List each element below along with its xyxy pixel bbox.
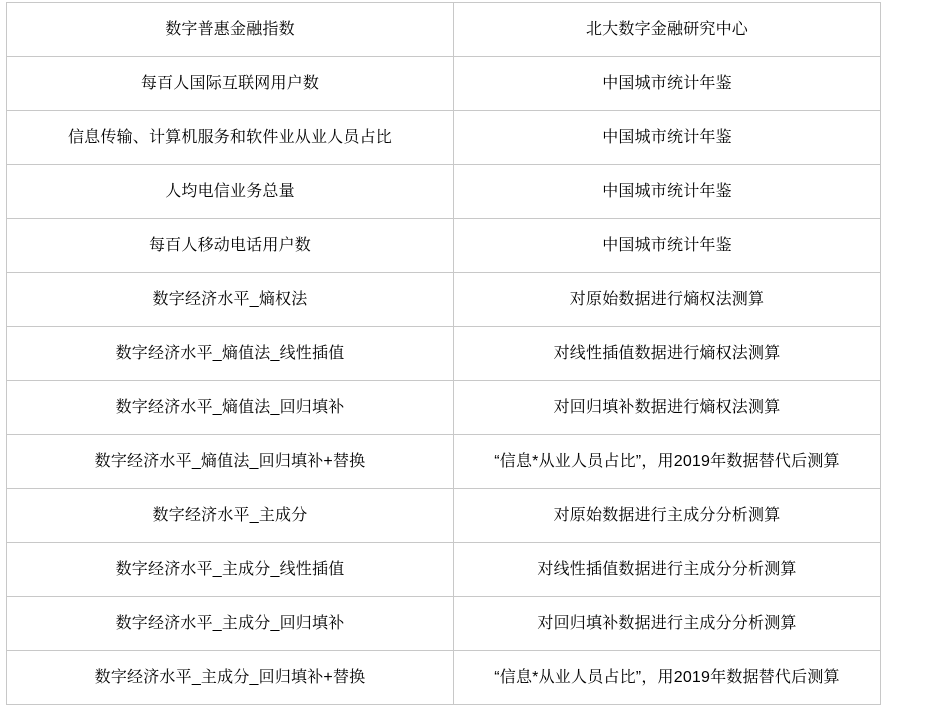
indicator-cell: 数字经济水平_熵权法 <box>7 273 454 327</box>
indicator-cell: 数字经济水平_主成分 <box>7 489 454 543</box>
indicator-cell: 人均电信业务总量 <box>7 165 454 219</box>
indicator-cell: 数字普惠金融指数 <box>7 3 454 57</box>
indicator-cell: 每百人移动电话用户数 <box>7 219 454 273</box>
table-row <box>7 57 881 111</box>
source-cell: “信息*从业人员占比”，用2019年数据替代后测算 <box>454 651 881 705</box>
source-cell: 对原始数据进行主成分分析测算 <box>454 489 881 543</box>
indicator-cell: 数字经济水平_主成分_回归填补+替换 <box>7 651 454 705</box>
indicator-source-table <box>6 2 881 705</box>
table-row <box>7 327 881 381</box>
table-row <box>7 165 881 219</box>
table-row <box>7 273 881 327</box>
table-row <box>7 489 881 543</box>
table-row <box>7 651 881 705</box>
table-row <box>7 597 881 651</box>
indicator-cell: 信息传输、计算机服务和软件业从业人员占比 <box>7 111 454 165</box>
source-cell: 对线性插值数据进行主成分分析测算 <box>454 543 881 597</box>
indicator-cell: 数字经济水平_熵值法_回归填补+替换 <box>7 435 454 489</box>
indicator-cell: 数字经济水平_熵值法_线性插值 <box>7 327 454 381</box>
table-row <box>7 219 881 273</box>
indicator-cell: 数字经济水平_主成分_线性插值 <box>7 543 454 597</box>
source-cell: 对线性插值数据进行熵权法测算 <box>454 327 881 381</box>
table-row <box>7 3 881 57</box>
table-row <box>7 543 881 597</box>
source-cell: 中国城市统计年鉴 <box>454 111 881 165</box>
table-body <box>7 3 881 705</box>
source-cell: “信息*从业人员占比”，用2019年数据替代后测算 <box>454 435 881 489</box>
document-page <box>0 2 946 686</box>
table-row <box>7 435 881 489</box>
source-cell: 对原始数据进行熵权法测算 <box>454 273 881 327</box>
table-row <box>7 381 881 435</box>
indicator-cell: 数字经济水平_主成分_回归填补 <box>7 597 454 651</box>
source-cell: 对回归填补数据进行主成分分析测算 <box>454 597 881 651</box>
source-cell: 中国城市统计年鉴 <box>454 165 881 219</box>
indicator-cell: 每百人国际互联网用户数 <box>7 57 454 111</box>
source-cell: 中国城市统计年鉴 <box>454 57 881 111</box>
source-cell: 对回归填补数据进行熵权法测算 <box>454 381 881 435</box>
source-cell: 北大数字金融研究中心 <box>454 3 881 57</box>
indicator-cell: 数字经济水平_熵值法_回归填补 <box>7 381 454 435</box>
source-cell: 中国城市统计年鉴 <box>454 219 881 273</box>
table-row <box>7 111 881 165</box>
